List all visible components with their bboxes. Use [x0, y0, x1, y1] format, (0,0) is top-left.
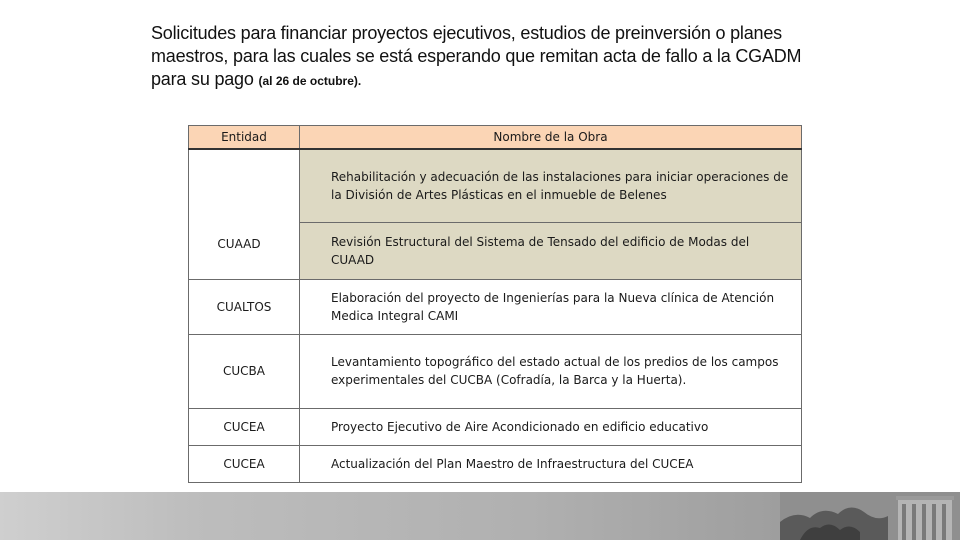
table-header-row: [189, 126, 802, 150]
works-table: [188, 125, 802, 483]
entidad-label: CUAAD: [217, 236, 261, 251]
table-row: [189, 279, 802, 334]
title-date-note: (al 26 de octubre).: [258, 74, 362, 88]
obra-cell: Rehabilitación y adecuación de las instalaciones para iniciar operaciones de la División de Artes Plásticas en el inmueble de Belenes: [300, 149, 802, 222]
entidad-cell: CUALTOS: [189, 279, 300, 334]
slide-title: [151, 22, 831, 93]
table-row: [189, 445, 802, 482]
obra-cell: Proyecto Ejecutivo de Aire Acondicionado en edificio educativo: [300, 408, 802, 445]
header-entidad: Entidad: [189, 126, 300, 150]
entidad-cell: CUCBA: [189, 334, 300, 408]
obra-cell: Elaboración del proyecto de Ingenierías para la Nueva clínica de Atención Medica Integral CAMI: [300, 279, 802, 334]
obra-cell: Actualización del Plan Maestro de Infraestructura del CUCEA: [300, 445, 802, 482]
header-nombre-obra: Nombre de la Obra: [300, 126, 802, 150]
table-row: [189, 334, 802, 408]
title-main: Solicitudes para financiar proyectos ejecutivos, estudios de preinversión o planes maestros, para las cuales se está esperando que remitan acta de fallo a la CGADM para su pago: [151, 23, 802, 89]
obra-cell: Levantamiento topográfico del estado actual de los predios de los campos experimentales del CUCBA (Cofradía, la Barca y la Huerta).: [300, 334, 802, 408]
entidad-cell: CUCEA: [189, 408, 300, 445]
table-row: [189, 149, 802, 222]
entidad-cell: [189, 149, 300, 279]
footer-sculpture-image: [780, 492, 960, 540]
entidad-cell: CUCEA: [189, 445, 300, 482]
table-row: [189, 408, 802, 445]
obra-cell: Revisión Estructural del Sistema de Tensado del edificio de Modas del CUAAD: [300, 222, 802, 279]
